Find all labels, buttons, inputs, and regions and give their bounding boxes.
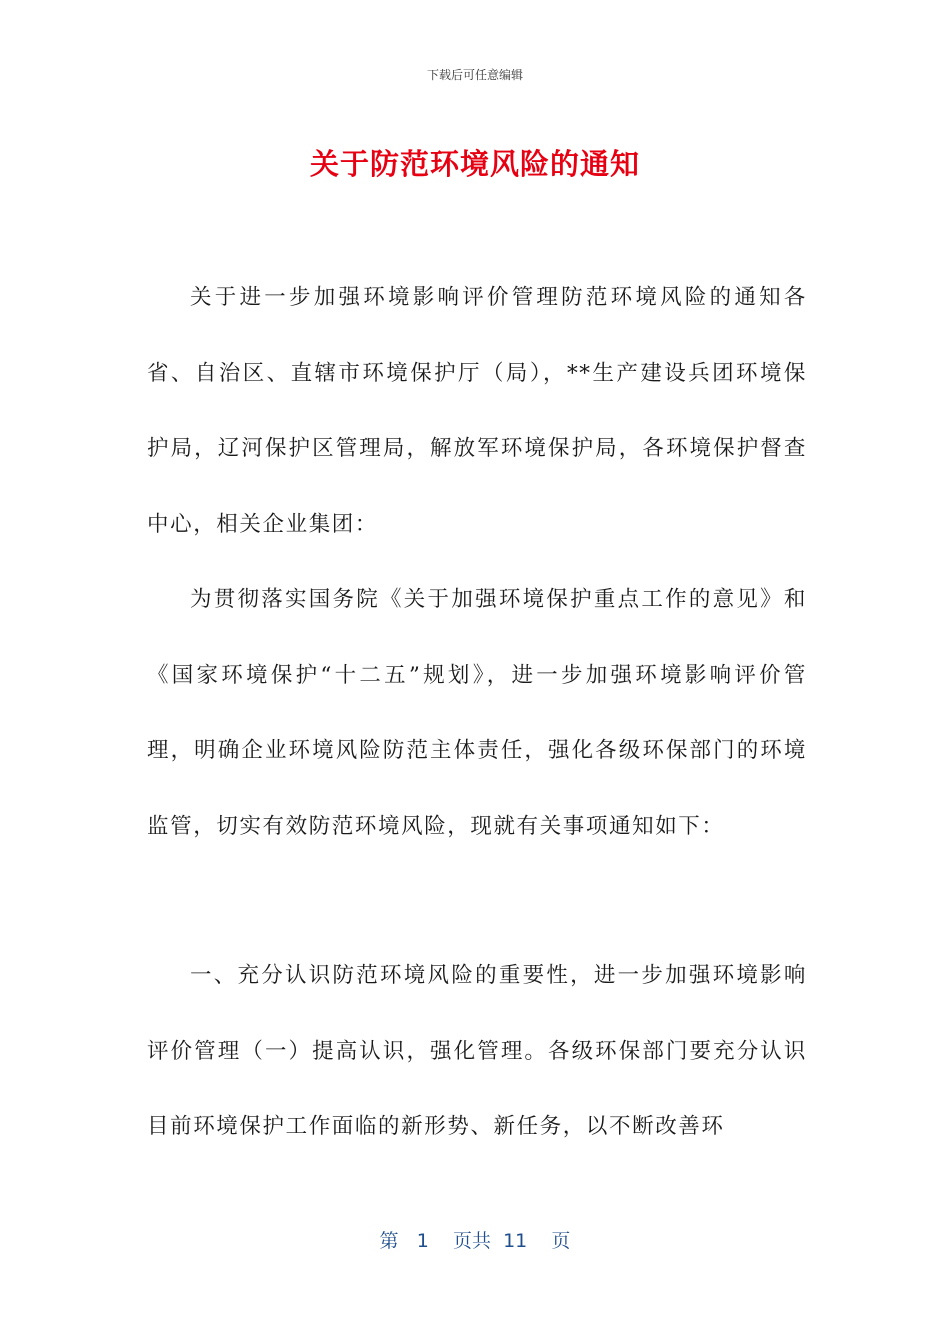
header-note: 下载后可任意编辑: [426, 68, 523, 82]
page-footer: [0, 1226, 950, 1253]
current-page-number: 1: [416, 1230, 429, 1252]
document-body: [147, 260, 807, 1165]
document-title: 关于防范环境风险的通知: [309, 147, 640, 181]
total-pages-number: 11: [503, 1230, 528, 1252]
page-suffix: 页: [551, 1230, 571, 1252]
paragraph-recipients: 关于进一步加强环境影响评价管理防范环境风险的通知各省、自治区、直辖市环境保护厅（局），**生产建设兵团环境保护局，辽河保护区管理局，解放军环境保护局，各环境保护督查中心，相关企业集团：: [147, 285, 807, 537]
page-prefix: 第: [379, 1230, 399, 1252]
paragraph-section-one: 一、充分认识防范环境风险的重要性，进一步加强环境影响评价管理（一）提高认识，强化管理。各级环保部门要充分认识目前环境保护工作面临的新形势、新任务，以不断改善环: [147, 963, 807, 1139]
paragraph-purpose: 为贯彻落实国务院《关于加强环境保护重点工作的意见》和《国家环境保护“十二五”规划》，进一步加强环境影响评价管理，明确企业环境风险防范主体责任，强化各级环保部门的环境监管，切实有效防范环境风险，现就有关事项通知如下：: [147, 587, 807, 839]
page-middle: 页共: [452, 1230, 491, 1252]
